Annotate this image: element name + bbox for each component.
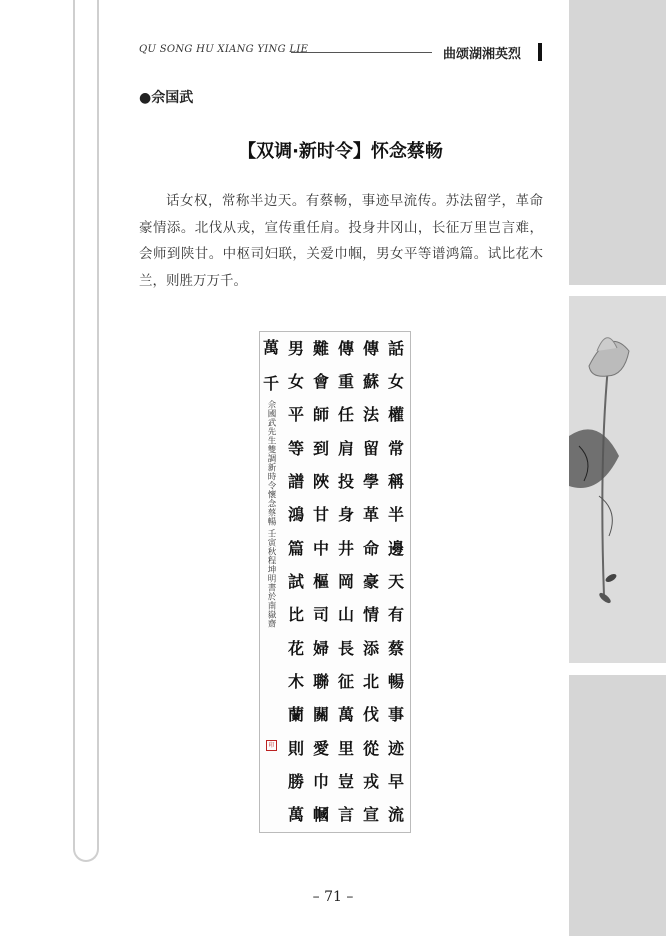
calligraphy-glyph: 聯 bbox=[312, 671, 329, 691]
calligraphy-glyph: 豈 bbox=[337, 771, 354, 791]
calligraphy-glyph: 陜 bbox=[312, 471, 329, 491]
calligraphy-glyph: 革 bbox=[362, 505, 379, 525]
calligraphy-glyph: 身 bbox=[337, 505, 354, 525]
calligraphy-glyph: 岡 bbox=[337, 571, 354, 591]
header-roman-title: QU SONG HU XIANG YING LIE bbox=[139, 44, 309, 55]
calligraphy-glyph: 暢 bbox=[387, 671, 404, 691]
calligraphy-glyph: 花 bbox=[287, 638, 304, 658]
calligraphy-glyph: 天 bbox=[387, 571, 404, 591]
calligraphy-glyph: 學 bbox=[362, 471, 379, 491]
calligraphy-glyph: 井 bbox=[337, 538, 354, 558]
calligraphy-glyph: 幗 bbox=[312, 805, 329, 825]
calligraphy-glyph: 山 bbox=[337, 605, 354, 625]
calligraphy-glyph: 言 bbox=[337, 805, 354, 825]
calligraphy-glyph: 北 bbox=[362, 671, 379, 691]
calligraphy-glyph: 司 bbox=[312, 605, 329, 625]
calligraphy-glyph: 傳 bbox=[337, 338, 354, 358]
calligraphy-glyph: 事 bbox=[387, 705, 404, 725]
calligraphy-artwork bbox=[259, 331, 411, 833]
calligraphy-glyph: 萬 bbox=[337, 705, 354, 725]
calligraphy-glyph: 豪 bbox=[362, 571, 379, 591]
calligraphy-glyph: 關 bbox=[312, 705, 329, 725]
poem-body: 话女权，常称半边天。有蔡畅，事迹早流传。苏法留学，革命豪情添。北伐从戎，宣传重任肩。投身井冈山，长征万里岂言难，会师到陕甘。中枢司妇联，关爱巾帼，男女平等谱鸿篇。试比花木兰，则胜万万千。 bbox=[139, 193, 543, 289]
page-number: – 71 – bbox=[312, 889, 354, 905]
calligraphy-glyph: 有 bbox=[387, 605, 404, 625]
calligraphy-glyph: 半 bbox=[387, 505, 404, 525]
calligraphy-glyph: 難 bbox=[312, 338, 329, 358]
calligraphy-glyph: 試 bbox=[287, 571, 304, 591]
calligraphy-glyph: 等 bbox=[287, 438, 304, 458]
page-frame-border bbox=[73, 0, 99, 862]
header-chinese-title: 曲颂湖湘英烈 bbox=[443, 47, 522, 62]
side-strip-top bbox=[569, 0, 666, 285]
lotus-ink-painting bbox=[569, 296, 666, 663]
calligraphy-glyph: 平 bbox=[287, 405, 304, 425]
calligraphy-glyph: 木 bbox=[287, 671, 304, 691]
calligraphy-glyph: 鴻 bbox=[287, 505, 304, 525]
calligraphy-column bbox=[309, 332, 333, 832]
header-rule bbox=[291, 52, 432, 53]
calligraphy-glyph: 肩 bbox=[337, 438, 354, 458]
calligraphy-column bbox=[384, 332, 408, 832]
calligraphy-glyph: 傳 bbox=[362, 338, 379, 358]
calligraphy-glyph: 情 bbox=[362, 605, 379, 625]
calligraphy-glyph: 則 bbox=[287, 738, 304, 758]
calligraphy-glyph: 宣 bbox=[362, 805, 379, 825]
calligraphy-glyph: 征 bbox=[337, 671, 354, 691]
calligraphy-column bbox=[359, 332, 383, 832]
calligraphy-glyph: 會 bbox=[312, 371, 329, 391]
calligraphy-seal: 印 bbox=[266, 740, 277, 751]
calligraphy-column bbox=[284, 332, 308, 832]
calligraphy-glyph: 女 bbox=[287, 371, 304, 391]
calligraphy-glyph: 篇 bbox=[287, 538, 304, 558]
calligraphy-glyph: 勝 bbox=[287, 771, 304, 791]
calligraphy-glyph: 男 bbox=[287, 338, 304, 358]
calligraphy-glyph: 到 bbox=[312, 438, 329, 458]
calligraphy-glyph: 長 bbox=[337, 638, 354, 658]
calligraphy-glyph: 樞 bbox=[312, 571, 329, 591]
calligraphy-glyph: 甘 bbox=[312, 505, 329, 525]
calligraphy-glyph: 女 bbox=[387, 371, 404, 391]
calligraphy-glyph: 巾 bbox=[312, 771, 329, 791]
calligraphy-glyph: 稱 bbox=[387, 471, 404, 491]
calligraphy-glyph: 權 bbox=[387, 405, 404, 425]
side-strip-lotus bbox=[569, 296, 666, 663]
calligraphy-glyph: 萬 bbox=[287, 805, 304, 825]
calligraphy-glyph: 萬 bbox=[262, 338, 279, 357]
calligraphy-glyph: 蘭 bbox=[287, 705, 304, 725]
header-bar-mark bbox=[538, 43, 542, 61]
calligraphy-glyph: 比 bbox=[287, 605, 304, 625]
calligraphy-glyph: 戎 bbox=[362, 771, 379, 791]
calligraphy-glyph: 蘇 bbox=[362, 371, 379, 391]
calligraphy-glyph: 師 bbox=[312, 405, 329, 425]
calligraphy-glyph: 譜 bbox=[287, 471, 304, 491]
calligraphy-glyph: 流 bbox=[387, 805, 404, 825]
calligraphy-glyph: 添 bbox=[362, 638, 379, 658]
calligraphy-glyph: 蔡 bbox=[387, 638, 404, 658]
calligraphy-glyph: 法 bbox=[362, 405, 379, 425]
calligraphy-glyph: 里 bbox=[337, 738, 354, 758]
calligraphy-column bbox=[259, 332, 283, 392]
poem-title: 【双调·新时令】怀念蔡畅 bbox=[238, 141, 443, 162]
calligraphy-glyph: 伐 bbox=[362, 705, 379, 725]
calligraphy-glyph: 千 bbox=[262, 374, 279, 393]
calligraphy-inscription: 佘國武先生雙調新時令懷念蔡暢 壬寅秋程坤明書於南嶽齋 bbox=[266, 400, 276, 629]
author-name: ●佘国武 bbox=[139, 90, 194, 106]
calligraphy-glyph: 留 bbox=[362, 438, 379, 458]
calligraphy-glyph: 投 bbox=[337, 471, 354, 491]
calligraphy-glyph: 從 bbox=[362, 738, 379, 758]
calligraphy-glyph: 常 bbox=[387, 438, 404, 458]
calligraphy-column bbox=[334, 332, 358, 832]
calligraphy-glyph: 迹 bbox=[387, 738, 404, 758]
calligraphy-glyph: 重 bbox=[337, 371, 354, 391]
calligraphy-glyph: 邊 bbox=[387, 538, 404, 558]
calligraphy-glyph: 話 bbox=[387, 338, 404, 358]
calligraphy-glyph: 婦 bbox=[312, 638, 329, 658]
calligraphy-glyph: 愛 bbox=[312, 738, 329, 758]
calligraphy-glyph: 任 bbox=[337, 405, 354, 425]
calligraphy-glyph: 命 bbox=[362, 538, 379, 558]
calligraphy-glyph: 中 bbox=[312, 538, 329, 558]
calligraphy-glyph: 早 bbox=[387, 771, 404, 791]
